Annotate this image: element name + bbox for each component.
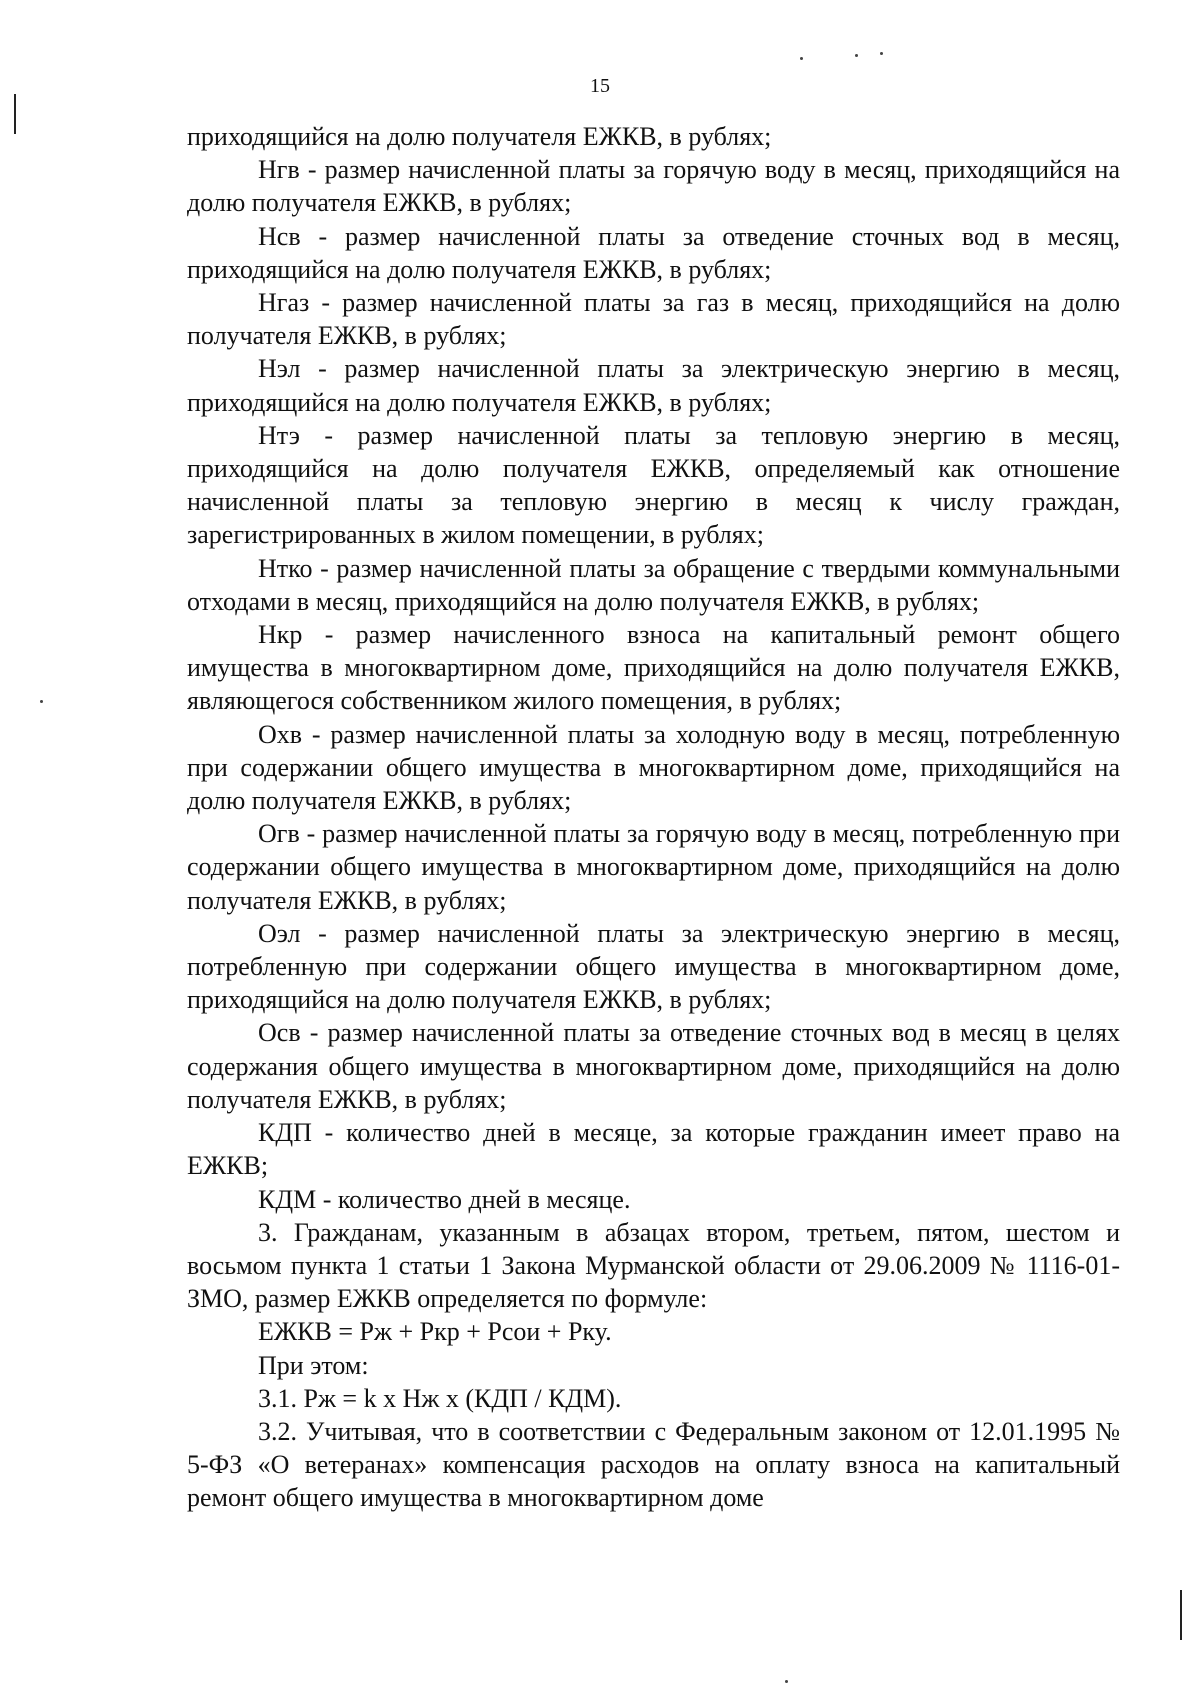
paragraph: 3.1. Рж = k х Нж х (КДП / КДМ). — [258, 1383, 622, 1413]
paragraph: Оэл - размер начисленной платы за электрическую энергию в месяц, потребленную при содержании общего имущества в многоквартирном доме, приходящийся на долю получателя ЕЖКВ, в рублях; — [187, 918, 1120, 1015]
scan-edge-mark-left — [14, 94, 16, 134]
scan-speck — [785, 1680, 788, 1683]
document-body — [187, 120, 1120, 1515]
paragraph: ЕЖКВ = Рж + Ркр + Рсои + Рку. — [258, 1317, 612, 1347]
paragraph: Охв - размер начисленной платы за холодную воду в месяц, потребленную при содержании общего имущества в многоквартирном доме, приходящийся на долю получателя ЕЖКВ, в рублях; — [187, 719, 1120, 816]
paragraph: Нгаз - размер начисленной платы за газ в месяц, приходящийся на долю получателя ЕЖКВ, в рублях; — [187, 288, 1120, 351]
paragraph: Огв - размер начисленной платы за горячую воду в месяц, потребленную при содержании общего имущества в многоквартирном доме, приходящийся на долю получателя ЕЖКВ, в рублях; — [187, 819, 1120, 915]
paragraph: Нкр - размер начисленного взноса на капитальный ремонт общего имущества в многоквартирном доме, приходящийся на долю получателя ЕЖКВ, являющегося собственником жилого помещения, в рублях; — [187, 620, 1120, 716]
paragraph: При этом: — [258, 1350, 369, 1380]
scan-speck — [855, 54, 858, 57]
paragraph: Нсв - размер начисленной платы за отведение сточных вод в месяц, приходящийся на долю получателя ЕЖКВ, в рублях; — [187, 221, 1120, 284]
paragraph: приходящийся на долю получателя ЕЖКВ, в рублях; — [187, 122, 772, 151]
paragraph: 3.2. Учитывая, что в соответствии с Федеральным законом от 12.01.1995 № 5-ФЗ «О ветеранах» компенсация расходов на оплату взноса на капитальный ремонт общего имущества в многоквартирном доме — [187, 1416, 1120, 1513]
paragraph: КДМ - количество дней в месяце. — [258, 1184, 631, 1214]
scan-speck — [40, 700, 43, 703]
paragraph: 3. Гражданам, указанным в абзацах втором, третьем, пятом, шестом и восьмом пункта 1 статьи 1 Закона Мурманской области от 29.06.2009 № 1116-01-ЗМО, размер ЕЖКВ определяется по формуле: — [187, 1217, 1120, 1314]
scan-speck — [800, 57, 803, 60]
paragraph: Нтэ - размер начисленной платы за тепловую энергию в месяц, приходящийся на долю получателя ЕЖКВ, определяемый как отношение начисленной платы за тепловую энергию в месяц к числу граждан, зарегистрированных в жилом помещении, в рублях; — [187, 420, 1120, 550]
paragraph: Нтко - размер начисленной платы за обращение с твердыми коммунальными отходами в месяц, приходящийся на долю получателя ЕЖКВ, в рублях; — [187, 553, 1120, 616]
paragraph: Нгв - размер начисленной платы за горячую воду в месяц, приходящийся на долю получателя ЕЖКВ, в рублях; — [187, 155, 1120, 218]
paragraph: КДП - количество дней в месяце, за которые гражданин имеет право на ЕЖКВ; — [187, 1118, 1120, 1181]
scan-edge-mark-right — [1180, 1590, 1182, 1640]
scan-speck — [880, 52, 883, 55]
paragraph: Осв - размер начисленной платы за отведение сточных вод в месяц в целях содержания общего имущества в многоквартирном доме, приходящийся на долю получателя ЕЖКВ, в рублях; — [187, 1018, 1120, 1114]
paragraph: Нэл - размер начисленной платы за электрическую энергию в месяц, приходящийся на долю получателя ЕЖКВ, в рублях; — [187, 354, 1120, 417]
page-number: 15 — [590, 75, 610, 97]
